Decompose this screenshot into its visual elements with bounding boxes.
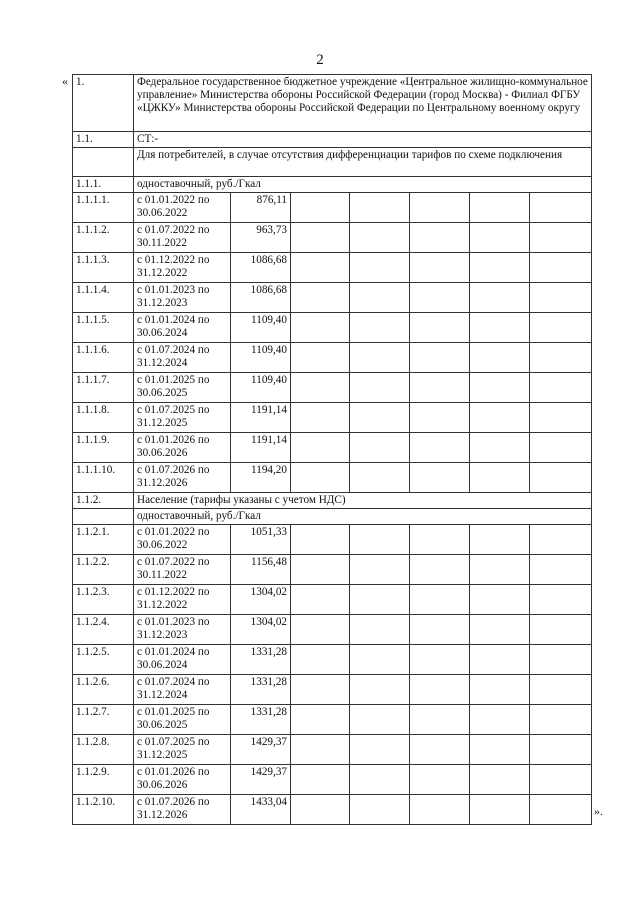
tariff-table-body (73, 75, 592, 825)
tariff-value: 1331,28 (231, 645, 291, 675)
empty-cell (530, 525, 592, 555)
group2-header-row (73, 493, 592, 509)
tariff-value: 1191,14 (231, 433, 291, 463)
empty-cell (350, 525, 410, 555)
tariff-row (73, 585, 592, 615)
empty-cell (530, 193, 592, 223)
tariff-value: 1194,20 (231, 463, 291, 493)
group1-number: 1.1.1. (73, 177, 134, 193)
row-number: 1.1.1.2. (73, 223, 134, 253)
tariff-row (73, 373, 592, 403)
empty-cell (410, 283, 470, 313)
empty-cell (291, 585, 350, 615)
empty-cell (350, 403, 410, 433)
tariff-row (73, 645, 592, 675)
period-cell: с 01.07.2024 по 31.12.2024 (134, 343, 231, 373)
row-number: 1.1.1.10. (73, 463, 134, 493)
empty-cell (291, 615, 350, 645)
page-number: 2 (316, 52, 324, 68)
group1-header-row (73, 177, 592, 193)
empty-cell (350, 283, 410, 313)
empty-cell (470, 735, 530, 765)
row-number: 1.1.1.4. (73, 283, 134, 313)
empty-cell (470, 223, 530, 253)
period-cell: с 01.01.2022 по 30.06.2022 (134, 193, 231, 223)
tariff-row (73, 555, 592, 585)
empty-cell (350, 193, 410, 223)
empty-cell (470, 343, 530, 373)
empty-cell (410, 585, 470, 615)
group2-sublabel: одноставочный, руб./Гкал (134, 509, 592, 525)
empty-cell (530, 675, 592, 705)
empty-cell (470, 765, 530, 795)
empty-cell (410, 373, 470, 403)
tariff-row (73, 283, 592, 313)
row-number: 1.1.1.5. (73, 313, 134, 343)
row-number: 1.1.2.5. (73, 645, 134, 675)
tariff-row (73, 735, 592, 765)
period-cell: с 01.01.2024 по 30.06.2024 (134, 313, 231, 343)
tariff-table (72, 74, 592, 825)
tariff-row (73, 253, 592, 283)
empty-cell (410, 463, 470, 493)
empty-cell (410, 615, 470, 645)
tariff-value: 1156,48 (231, 555, 291, 585)
row-number: 1.1.2.6. (73, 675, 134, 705)
period-cell: с 01.07.2026 по 31.12.2026 (134, 463, 231, 493)
empty-cell (530, 463, 592, 493)
empty-cell (350, 373, 410, 403)
period-cell: с 01.12.2022 по 31.12.2022 (134, 253, 231, 283)
section-ct-row (73, 132, 592, 148)
empty-cell (410, 525, 470, 555)
period-cell: с 01.01.2023 по 31.12.2023 (134, 283, 231, 313)
empty-cell (291, 253, 350, 283)
empty-cell (291, 433, 350, 463)
tariff-value: 1331,28 (231, 675, 291, 705)
tariff-row (73, 705, 592, 735)
tariff-value: 1109,40 (231, 373, 291, 403)
empty-cell (291, 313, 350, 343)
empty-cell (410, 555, 470, 585)
empty-cell (350, 735, 410, 765)
empty-cell (410, 403, 470, 433)
tariff-value: 876,11 (231, 193, 291, 223)
group2-number: 1.1.2. (73, 493, 134, 509)
row-number: 1.1.2.10. (73, 795, 134, 825)
tariff-value: 1304,02 (231, 585, 291, 615)
tariff-row (73, 463, 592, 493)
empty-cell (470, 193, 530, 223)
empty-cell (350, 463, 410, 493)
empty-cell (530, 283, 592, 313)
empty-cell (410, 675, 470, 705)
empty-cell (470, 645, 530, 675)
empty-cell (470, 795, 530, 825)
period-cell: с 01.01.2026 по 30.06.2026 (134, 765, 231, 795)
empty-cell (410, 193, 470, 223)
empty-cell (350, 795, 410, 825)
empty-cell (530, 223, 592, 253)
empty-cell (410, 765, 470, 795)
empty-cell (530, 555, 592, 585)
tariff-value: 1304,02 (231, 615, 291, 645)
row-number: 1.1.1.9. (73, 433, 134, 463)
empty-cell (291, 795, 350, 825)
closing-quote-mark: ». (594, 804, 603, 818)
period-cell: с 01.01.2025 по 30.06.2025 (134, 373, 231, 403)
row-number: 1.1.2.8. (73, 735, 134, 765)
opening-quote-mark: « (62, 74, 68, 88)
empty-cell (530, 585, 592, 615)
tariff-row (73, 675, 592, 705)
tariff-value: 1433,04 (231, 795, 291, 825)
tariff-value: 1331,28 (231, 705, 291, 735)
empty-cell (470, 253, 530, 283)
empty-cell (530, 433, 592, 463)
empty-cell (410, 795, 470, 825)
empty-cell (291, 705, 350, 735)
empty-cell (470, 585, 530, 615)
empty-cell (530, 343, 592, 373)
consumers-note-row (73, 148, 592, 177)
empty-cell (470, 373, 530, 403)
empty-cell (350, 223, 410, 253)
period-cell: с 01.01.2024 по 30.06.2024 (134, 645, 231, 675)
row-number: 1.1.1.1. (73, 193, 134, 223)
period-cell: с 01.01.2023 по 31.12.2023 (134, 615, 231, 645)
row-number: 1.1.1.6. (73, 343, 134, 373)
empty-cell (350, 253, 410, 283)
empty-cell (291, 403, 350, 433)
row-number: 1.1.2.3. (73, 585, 134, 615)
row-number: 1.1.2.9. (73, 765, 134, 795)
empty-cell (470, 313, 530, 343)
empty-cell (530, 795, 592, 825)
row-number: 1.1.2.4. (73, 615, 134, 645)
empty-cell (350, 313, 410, 343)
empty-cell (291, 525, 350, 555)
empty-cell (291, 373, 350, 403)
empty-cell (470, 403, 530, 433)
consumers-note: Для потребителей, в случае отсутствия дифференциации тарифов по схеме подключения (134, 148, 592, 177)
tariff-row (73, 403, 592, 433)
empty-cell (410, 313, 470, 343)
empty-cell (291, 645, 350, 675)
row-number: 1.1.2.1. (73, 525, 134, 555)
empty-cell (410, 645, 470, 675)
empty-cell (470, 433, 530, 463)
empty-cell (410, 735, 470, 765)
tariff-row (73, 433, 592, 463)
empty-cell (530, 735, 592, 765)
group2-label: Население (тарифы указаны с учетом НДС) (134, 493, 592, 509)
empty-cell (350, 433, 410, 463)
empty-cell (350, 555, 410, 585)
empty-cell (291, 343, 350, 373)
tariff-row (73, 343, 592, 373)
period-cell: с 01.07.2026 по 31.12.2026 (134, 795, 231, 825)
empty-cell (530, 705, 592, 735)
empty-cell (291, 283, 350, 313)
empty-cell (410, 433, 470, 463)
row-number: 1.1.1.8. (73, 403, 134, 433)
empty-cell (291, 463, 350, 493)
empty-cell (470, 555, 530, 585)
tariff-value: 1109,40 (231, 343, 291, 373)
empty-cell (350, 765, 410, 795)
tariff-value: 1429,37 (231, 765, 291, 795)
empty-cell (350, 705, 410, 735)
organization-number: 1. (73, 75, 134, 132)
section-ct-label: СТ:- (134, 132, 592, 148)
period-cell: с 01.07.2022 по 30.11.2022 (134, 555, 231, 585)
empty-cell (410, 223, 470, 253)
empty-cell (350, 585, 410, 615)
organization-row (73, 75, 592, 132)
period-cell: с 01.07.2022 по 30.11.2022 (134, 223, 231, 253)
row-number: 1.1.2.7. (73, 705, 134, 735)
empty-cell (410, 253, 470, 283)
tariff-value: 1051,33 (231, 525, 291, 555)
empty-cell (291, 193, 350, 223)
empty-cell (410, 705, 470, 735)
empty-cell (470, 283, 530, 313)
period-cell: с 01.07.2025 по 31.12.2025 (134, 403, 231, 433)
group1-label: одноставочный, руб./Гкал (134, 177, 592, 193)
empty-cell (530, 373, 592, 403)
tariff-row (73, 765, 592, 795)
tariff-row (73, 223, 592, 253)
empty-cell (410, 343, 470, 373)
tariff-row (73, 615, 592, 645)
organization-name: Федеральное государственное бюджетное учреждение «Центральное жилищно-коммунальное управление» Министерства обороны Российской Федерации (город Москва) - Филиал ФГБУ «ЦЖКУ» Министерства обороны Российской Федерации по Центральному военному округу (134, 75, 592, 132)
period-cell: с 01.07.2025 по 31.12.2025 (134, 735, 231, 765)
empty-cell (530, 403, 592, 433)
tariff-value: 963,73 (231, 223, 291, 253)
empty-cell (470, 615, 530, 645)
section-ct-number: 1.1. (73, 132, 134, 148)
period-cell: с 01.01.2026 по 30.06.2026 (134, 433, 231, 463)
period-cell: с 01.07.2024 по 31.12.2024 (134, 675, 231, 705)
tariff-row (73, 313, 592, 343)
tariff-row (73, 795, 592, 825)
period-cell: с 01.12.2022 по 31.12.2022 (134, 585, 231, 615)
group2-sublabel-row (73, 509, 592, 525)
row-number: 1.1.1.3. (73, 253, 134, 283)
tariff-value: 1429,37 (231, 735, 291, 765)
empty-cell (350, 645, 410, 675)
row-number: 1.1.2.2. (73, 555, 134, 585)
empty-cell (350, 615, 410, 645)
empty-cell (530, 645, 592, 675)
empty-cell (291, 765, 350, 795)
period-cell: с 01.01.2022 по 30.06.2022 (134, 525, 231, 555)
empty-cell (350, 343, 410, 373)
tariff-row (73, 193, 592, 223)
empty-cell (470, 463, 530, 493)
empty-cell (291, 555, 350, 585)
tariff-row (73, 525, 592, 555)
empty-cell (350, 675, 410, 705)
row-number: 1.1.1.7. (73, 373, 134, 403)
tariff-value: 1109,40 (231, 313, 291, 343)
empty-cell (470, 675, 530, 705)
empty-cell (470, 525, 530, 555)
empty-cell (530, 615, 592, 645)
tariff-value: 1086,68 (231, 283, 291, 313)
empty-cell (530, 253, 592, 283)
tariff-value: 1191,14 (231, 403, 291, 433)
empty-cell (530, 765, 592, 795)
empty-cell (470, 705, 530, 735)
period-cell: с 01.01.2025 по 30.06.2025 (134, 705, 231, 735)
empty-cell (291, 223, 350, 253)
tariff-value: 1086,68 (231, 253, 291, 283)
empty-cell (530, 313, 592, 343)
empty-cell (291, 675, 350, 705)
empty-cell (291, 735, 350, 765)
